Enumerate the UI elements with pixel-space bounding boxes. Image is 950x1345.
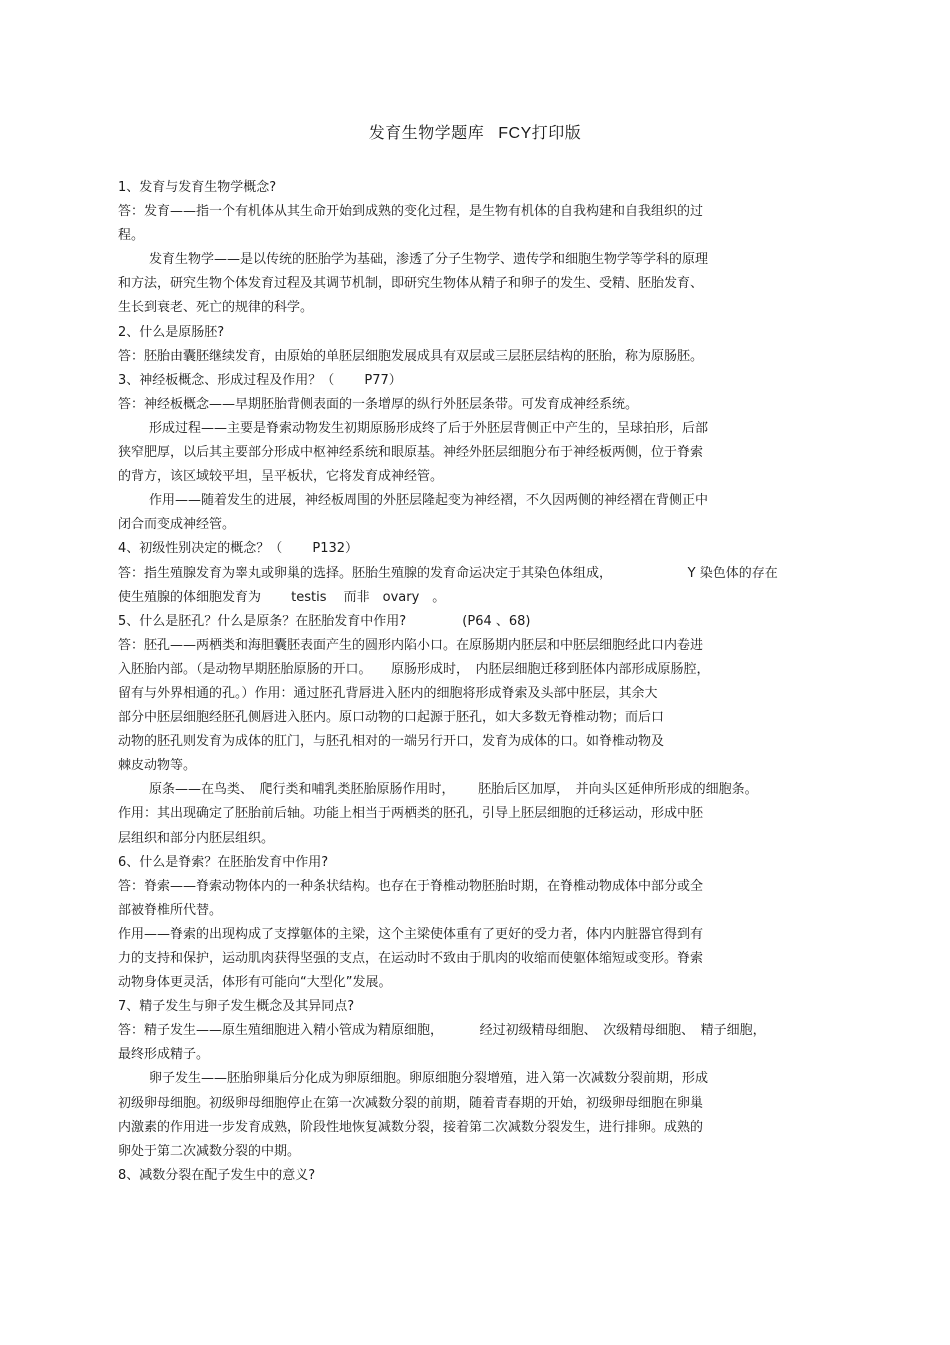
text-line: 部分中胚层细胞经胚孔侧唇进入胚内。原口动物的口起源于胚孔，如大多数无脊椎动物；而后口 xyxy=(118,710,665,726)
text-line: 部被脊椎所代替。 xyxy=(118,902,223,918)
text-line: 和方法，研究生物个体发育过程及其调节机制，即研究生物体从精子和卵子的发生、受精、胚胎发育、 xyxy=(118,276,704,292)
question-heading: 1、发育与发育生物学概念? xyxy=(118,180,277,195)
question-heading: 5、什么是胚孔？什么是原条？在胚胎发育中作用? (P64 、68) xyxy=(118,613,531,629)
text-line: 闭合而变成神经管。 xyxy=(118,517,236,533)
text-line: 初级卵母细胞。初级卵母细胞停止在第一次减数分裂的前期，随着青春期的开始，初级卵母细胞在卵巢 xyxy=(118,1095,704,1111)
document-body xyxy=(118,176,838,1188)
text-line: 作用：其出现确定了胚胎前后轴。功能上相当于两栖类的胚孔，引导上胚层细胞的迁移运动，形成中胚 xyxy=(118,806,704,822)
text-line: 卵子发生——胚胎卵巢后分化成为卵原细胞。卵原细胞分裂增殖，进入第一次减数分裂前期，形成 xyxy=(149,1071,709,1087)
title-suffix: FCY打印版 xyxy=(498,125,582,142)
title-main: 发育生物学题库 xyxy=(368,123,485,142)
question-heading: 8、减数分裂在配子发生中的意义? xyxy=(118,1167,316,1183)
text-line: 答：神经板概念——早期胚胎背侧表面的一条增厚的纵行外胚层条带。可发育成神经系统。 xyxy=(118,396,639,412)
text-line: 狭窄肥厚，以后其主要部分形成中枢神经系统和眼原基。神经外胚层细胞分布于神经板两侧，位于脊索 xyxy=(118,445,704,461)
text-line: 棘皮动物等。 xyxy=(118,758,197,774)
text-line: 答：胚孔——两栖类和海胆囊胚表面产生的圆形内陷小口。在原肠期内胚层和中胚层细胞经此口内卷进 xyxy=(118,637,704,653)
text-line: 答：发育——指一个有机体从其生命开始到成熟的变化过程，是生物有机体的自我构建和自我组织的过 xyxy=(118,204,704,220)
text-line: 留有与外界相通的孔。）作用：通过胚孔背唇进入胚内的细胞将形成脊索及头部中胚层，其余大 xyxy=(118,685,658,701)
text-line: 答：胚胎由囊胚继续发育，由原始的单胚层细胞发展成具有双层或三层胚层结构的胚胎，称为原肠胚。 xyxy=(118,348,704,364)
text-line: 程。 xyxy=(118,228,145,244)
text-line: 力的支持和保护，运动肌肉获得坚强的支点，在运动时不致由于肌肉的收缩而使躯体缩短或变形。脊索 xyxy=(118,951,704,966)
text-line: 卵处于第二次减数分裂的中期。 xyxy=(118,1143,301,1159)
text-line: 使生殖腺的体细胞发育为 testis 而非 ovary 。 xyxy=(118,589,446,605)
question-heading: 6、什么是脊索？在胚胎发育中作用? xyxy=(118,854,329,870)
question-heading: 2、什么是原肠胚? xyxy=(118,324,225,340)
text-line: 作用——脊索的出现构成了支撑躯体的主梁，这个主梁使体重有了更好的受力者，体内内脏器官得到有 xyxy=(118,926,704,942)
text-line: 动物身体更灵活，体形有可能向“大型化”发展。 xyxy=(118,975,392,991)
text-line: 的背方，该区域较平坦，呈平板状，它将发育成神经管。 xyxy=(118,469,444,485)
text-line: 内激素的作用进一步发育成熟，阶段性地恢复减数分裂，接着第二次减数分裂发生，进行排卵。成熟的 xyxy=(118,1119,704,1135)
text-line: 原条——在鸟类、 爬行类和哺乳类胚胎原肠作用时， 胚胎后区加厚， 并向头区延伸所形成的细胞条。 xyxy=(149,782,758,798)
text-line: 答：脊索——脊索动物体内的一种条状结构。也存在于脊椎动物胚胎时期，在脊椎动物成体中部分或全 xyxy=(118,878,704,894)
text-line: 答：指生殖腺发育为睾丸或卵巢的选择。胚胎生殖腺的发育命运决定于其染色体组成， Y 染色体的存在 xyxy=(118,565,778,581)
text-line: 形成过程——主要是脊索动物发生初期原肠形成终了后于外胚层背侧正中产生的，呈球拍形，后部 xyxy=(149,420,709,436)
text-line: 作用——随着发生的进展，神经板周围的外胚层隆起变为神经褶，不久因两侧的神经褶在背侧正中 xyxy=(149,493,709,509)
text-line: 答：精子发生——原生殖细胞进入精小管成为精原细胞， 经过初级精母细胞、 次级精母细胞、 精子细胞， xyxy=(118,1023,766,1039)
question-heading: 4、初级性别决定的概念？（ P132） xyxy=(118,541,359,557)
question-heading: 3、神经板概念、形成过程及作用？（ P77） xyxy=(118,372,402,388)
text-line: 发育生物学——是以传统的胚胎学为基础，渗透了分子生物学、遗传学和细胞生物学等学科的原理 xyxy=(149,252,709,268)
page-title xyxy=(0,120,950,143)
text-line: 最终形成精子。 xyxy=(118,1047,210,1063)
text-line: 入胚胎内部。（是动物早期胚胎原肠的开口。 原肠形成时， 内胚层细胞迁移到胚体内部形成原肠腔， xyxy=(118,661,710,677)
text-line: 生长到衰老、死亡的规律的科学。 xyxy=(118,300,314,316)
text-line: 层组织和部分内胚层组织。 xyxy=(118,830,275,846)
question-heading: 7、精子发生与卵子发生概念及其异同点? xyxy=(118,999,355,1015)
text-line: 动物的胚孔则发育为成体的肛门，与胚孔相对的一端另行开口，发育为成体的口。如脊椎动物及 xyxy=(118,734,665,750)
